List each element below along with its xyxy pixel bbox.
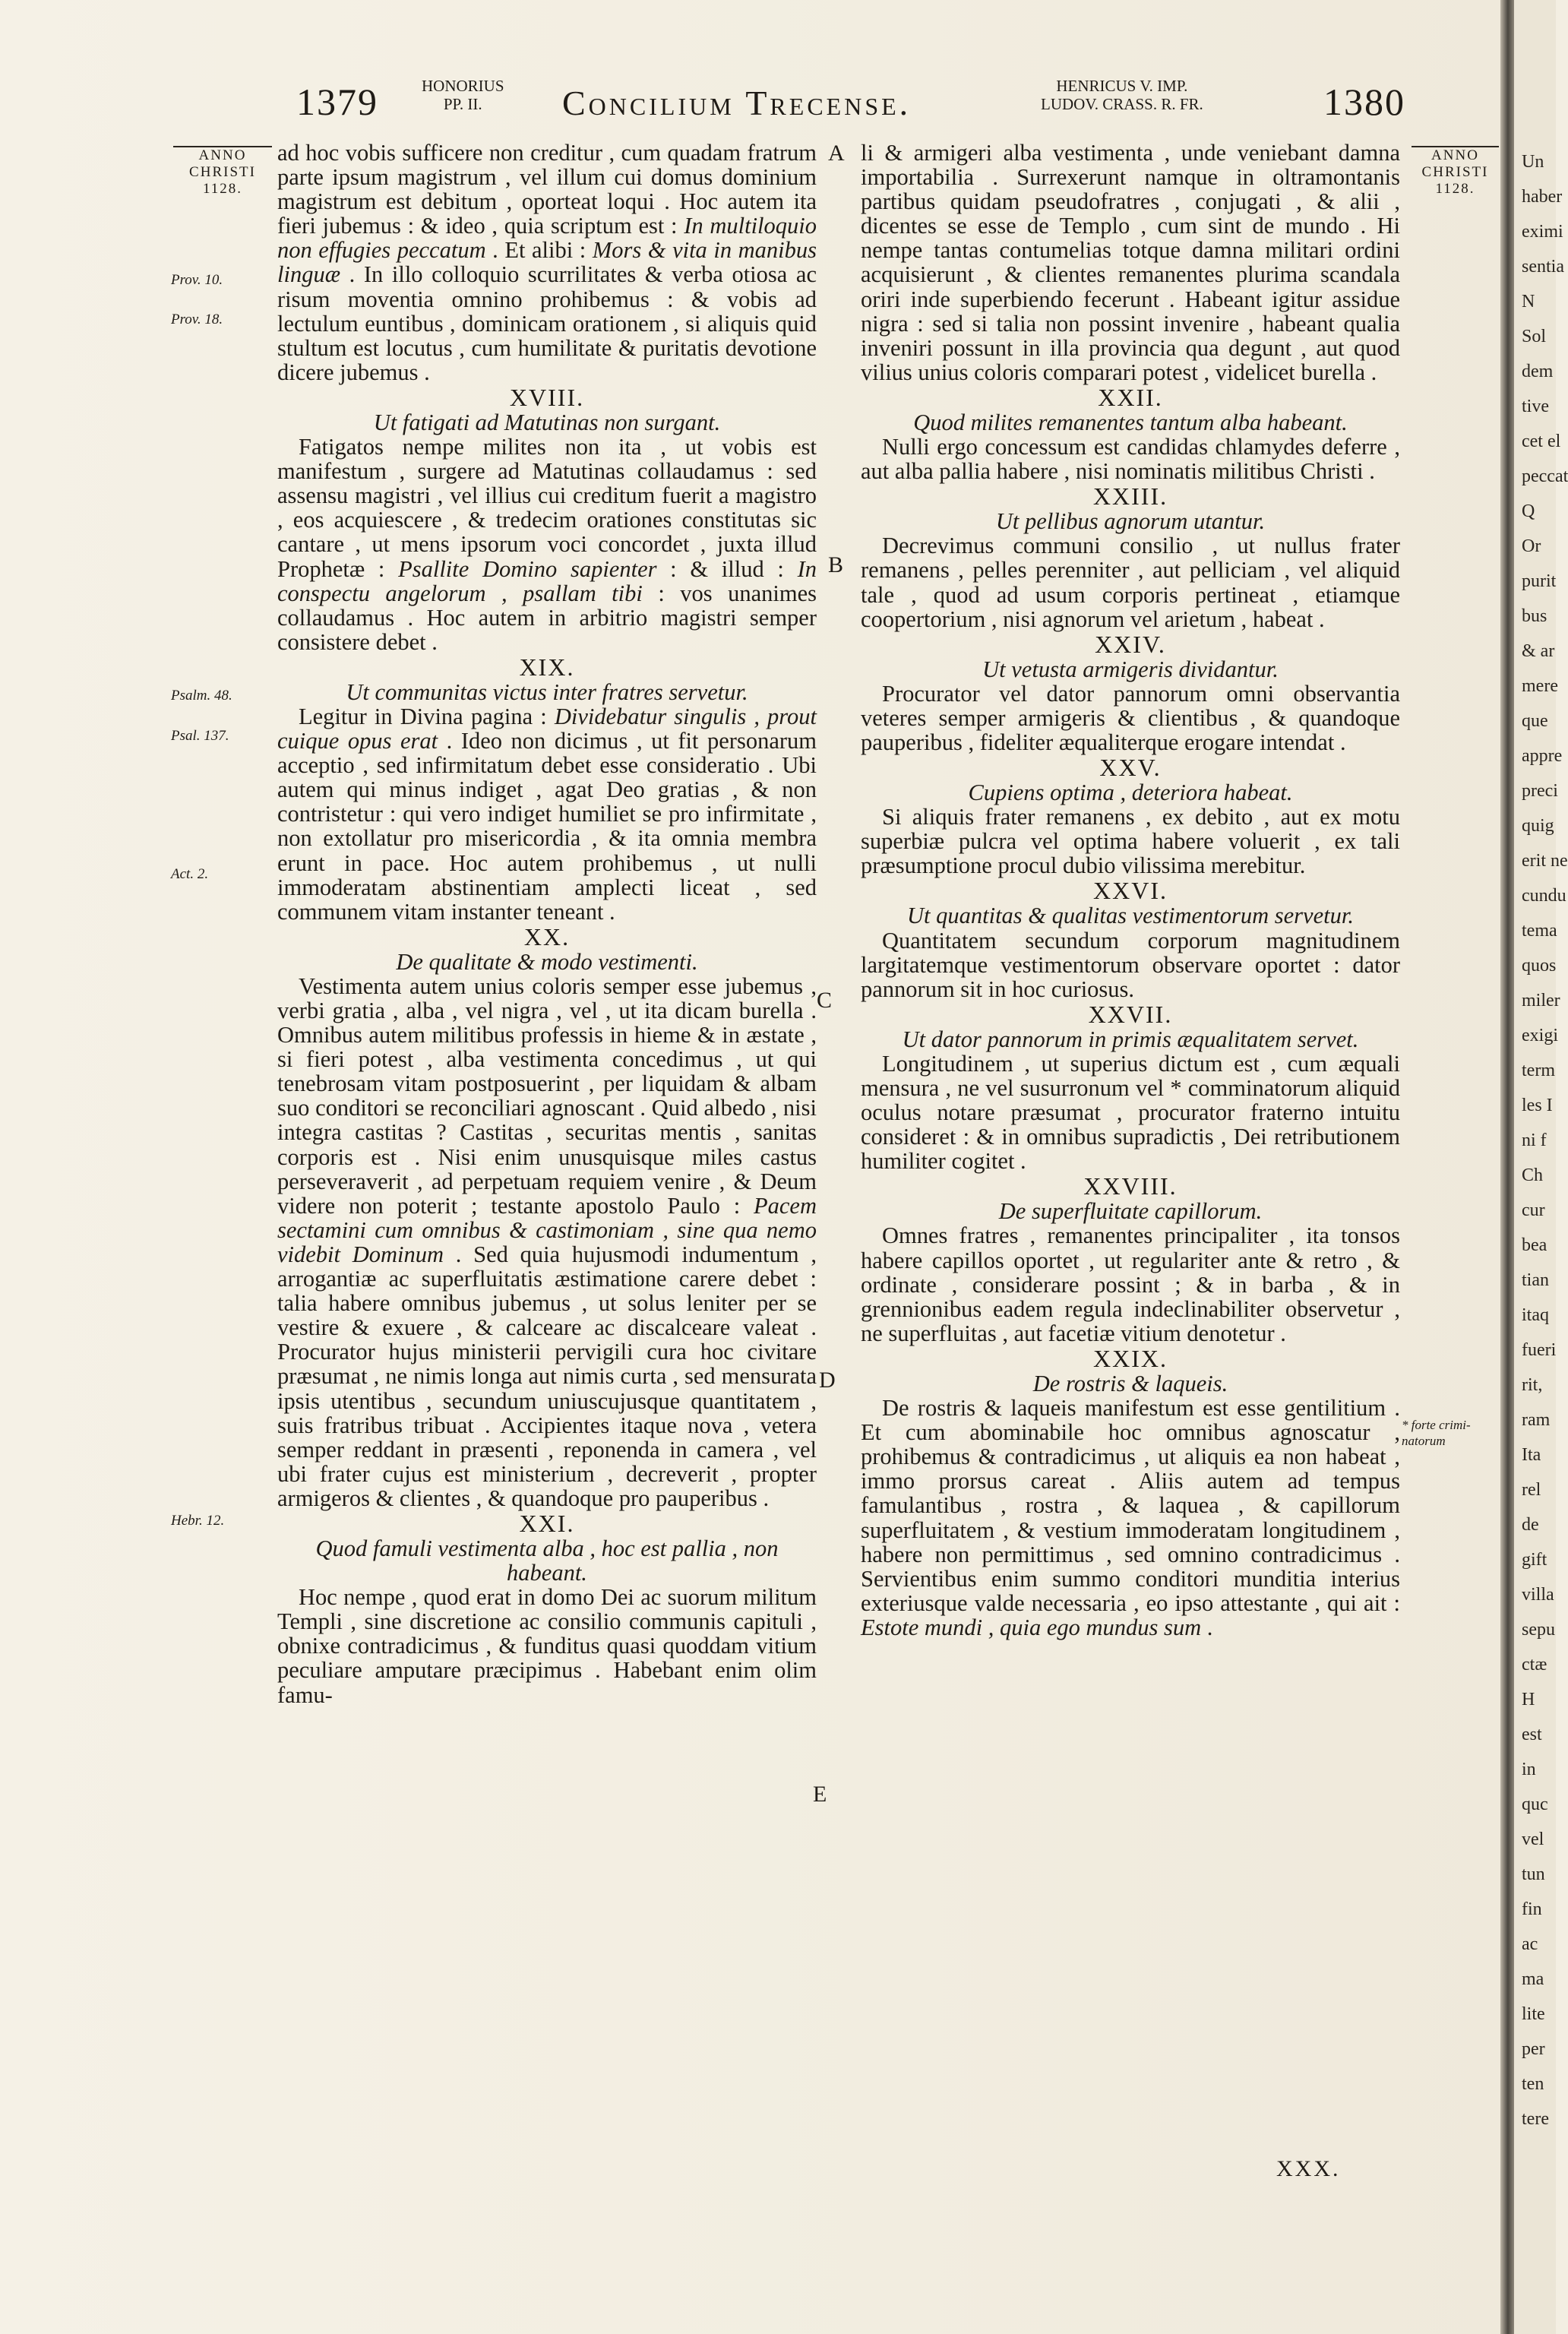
adjacent-page-fragment: ma xyxy=(1522,1969,1544,1989)
anno-year: 1128. xyxy=(1435,181,1475,197)
adjacent-page-fragment: appre xyxy=(1522,746,1563,766)
section-letter-d: D xyxy=(819,1368,836,1393)
chapter-number: XXV. xyxy=(1099,754,1162,782)
adjacent-page-fragment: tere xyxy=(1522,2109,1549,2129)
paragraph-text: Fatigatos nempe milites non ita , ut vobis est manifestum , surgere ad Matutinas collaudamus : sed assensu magistri , vel illius cui creditum fuerit a magistro , eos acquiescere , & tredecim orationes constitutas sic cantare , ut mens ipsorum voci concordet , juxta illud Prophetæ : Psallite Domino sapienter : & illud : In conspectu angelorum , psallam tibi : vos unanimes collaudamus . Hoc autem in arbitrio magistri semper consistere debet . xyxy=(277,434,817,655)
chapter-number: XXIV. xyxy=(1095,630,1166,658)
paragraph-text: Hoc nempe , quod erat in domo Dei ac suorum militum Templi , sine discretione ac consilio communis capituli , obnixe contradicimus , & funditus quasi quoddam vitium peculiare amputare præcipimus . Habebant enim olim famu- xyxy=(277,1584,817,1708)
adjacent-page-fragment: gift xyxy=(1522,1550,1547,1570)
page-number-left: 1379 xyxy=(296,81,378,123)
adjacent-page-fragment: quos xyxy=(1522,956,1557,976)
section-letter-a: A xyxy=(828,141,845,166)
christi-word: CHRISTI xyxy=(189,164,256,180)
adjacent-page-fragment: dem xyxy=(1522,362,1554,381)
adjacent-page-fragment: cet el xyxy=(1522,432,1561,451)
adjacent-page-fragment: fueri xyxy=(1522,1340,1557,1360)
adjacent-page-fragment: H xyxy=(1522,1690,1535,1709)
adjacent-page-fragment: fin xyxy=(1522,1899,1542,1919)
adjacent-page-fragment: ram xyxy=(1522,1410,1551,1430)
chapter-title: Quod famuli vestimenta alba , hoc est pallia , non habeant. xyxy=(315,1535,779,1586)
chapter-title: De qualitate & modo vestimenti. xyxy=(396,948,698,975)
header-title: Concilium Trecense. xyxy=(562,84,912,122)
catchword: XXX. xyxy=(1276,2156,1341,2181)
adjacent-page-fragment: Q xyxy=(1522,501,1535,521)
anno-christi-left xyxy=(173,146,272,198)
scripture-reference: Prov. 10. xyxy=(171,272,223,288)
adjacent-page-fragment: de xyxy=(1522,1515,1539,1535)
adjacent-page-fragment: rel xyxy=(1522,1480,1541,1500)
paragraph-text: Longitudinem , ut superius dictum est , cum æquali mensura , ne vel susurronum vel * comminatorum aliquid oculus notare præsumat , procurator fraterno intuitu consideret : & in omnibus supradictis , Dei retributionem humiliter cogitet . xyxy=(861,1050,1400,1175)
adjacent-page-fragment: term xyxy=(1522,1061,1555,1080)
adjacent-page-fragment: eximi xyxy=(1522,222,1563,242)
chapter-number: XXVI. xyxy=(1093,877,1168,905)
adjacent-page-fragment: Ch xyxy=(1522,1165,1544,1185)
running-header xyxy=(289,72,1413,133)
adjacent-page-fragment: bus xyxy=(1522,606,1547,626)
adjacent-page-fragment: preci xyxy=(1522,781,1558,801)
anno-word: ANNO xyxy=(1431,147,1479,163)
adjacent-page-fragment: exigi xyxy=(1522,1026,1558,1045)
adjacent-page-fragment: cur xyxy=(1522,1200,1545,1220)
chapter-number: XXI. xyxy=(519,1509,575,1537)
adjacent-page-fragment: itaq xyxy=(1522,1305,1549,1325)
adjacent-page-fragment: purit xyxy=(1522,571,1557,591)
adjacent-page-fragment: rit, xyxy=(1522,1375,1543,1395)
adjacent-page-fragment: sepu xyxy=(1522,1620,1555,1640)
anno-word: ANNO xyxy=(198,147,247,163)
chapter-title: Ut communitas victus inter fratres servetur. xyxy=(346,678,748,705)
adjacent-page-fragment: Or xyxy=(1522,536,1541,556)
page-number-right: 1380 xyxy=(1323,81,1405,123)
chapter-title: Quod milites remanentes tantum alba habeant. xyxy=(913,409,1348,435)
paragraph-text: Quantitatem secundum corporum magnitudinem largitatemque vestimentorum observare oportet : dator pannorum sit in hoc curiosus. xyxy=(861,927,1400,1002)
adjacent-page-fragment: vel xyxy=(1522,1830,1544,1849)
scripture-reference: Act. 2. xyxy=(171,866,209,882)
adjacent-page-fragment: Ita xyxy=(1522,1445,1541,1465)
paragraph-text: li & armigeri alba vestimenta , unde veniebant damna importabilia . Surrexerunt namque in oltramontanis partibus quidam pseudofratres , conjugati , & alii , dicentes se esse de Templo , cum sint de mundo . Hi nempe tantas contumelias totque damna militari ordini acquisierunt , & clientes remanentes plurima scandala oriri inde superbiendo fecerunt . Habeant igitur assidue nigra : sed si talia non possint invenire , habeant qualia inveniri possunt in illa provincia qua degunt , aut quod vilius unius coloris comparari potest , videlicet burella . xyxy=(861,140,1400,385)
adjacent-page-fragment: ac xyxy=(1522,1934,1538,1954)
paragraph-text: Legitur in Divina pagina : Dividebatur singulis , prout cuique opus erat . Ideo non dicimus , ut fit personarum acceptio , sed infirmitatum debet esse consideratio . Ubi autem qui minus indiget , agat Deo gratias , & non contristetur : qui vero indiget humiliet se pro infirmitate , non extollatur pro misericordia , & ita omnia membra erunt in pace. Hoc autem prohibemus , ut nulli immoderatam abstinentiam amplecti liceat , sed communem vitam instanter teneant . xyxy=(277,703,817,925)
chapter-number: XXVIII. xyxy=(1083,1172,1178,1200)
adjacent-page-fragment: quig xyxy=(1522,816,1554,836)
paragraph-text: Decrevimus communi consilio , ut nullus frater remanens , pelles perenniter , aut pelliciam , vel aliquid tale , quod ad usum corporis pertineat , etiamque coopertorium , nisi agnorum vel arietum , habeat . xyxy=(861,533,1400,632)
chapter-number: XXVII. xyxy=(1088,1000,1173,1028)
adjacent-page-fragment: sentia xyxy=(1522,257,1564,277)
adjacent-page-fragment: Un xyxy=(1522,152,1544,172)
adjacent-page-fragment: peccat xyxy=(1522,466,1568,486)
book-gutter xyxy=(1500,0,1514,2334)
chapter-title: Ut dator pannorum in primis æqualitatem servet. xyxy=(902,1026,1359,1052)
paragraph-text: Omnes fratres , remanentes principaliter , ita tonsos habere capillos oportet , ut regulariter ante & retro , & ordinate , considerare possint ; & in barba , & in grennionibus eadem regula indeclinabiliter observetur , ne superfluitas , aut facetiæ vitium denotetur . xyxy=(861,1222,1400,1346)
adjacent-page-edge xyxy=(1514,0,1568,2334)
scripture-reference: Psal. 137. xyxy=(171,728,229,744)
chapter-title: Ut fatigati ad Matutinas non surgant. xyxy=(373,409,721,435)
adjacent-page-fragment: cundu xyxy=(1522,886,1566,906)
header-pope: HONORIUS PP. II. xyxy=(422,77,504,113)
adjacent-page-fragment: ni f xyxy=(1522,1131,1547,1150)
section-letter-b: B xyxy=(828,552,844,577)
adjacent-page-fragment: les I xyxy=(1522,1096,1553,1115)
marginal-footnote: * forte crimi- natorum xyxy=(1402,1418,1471,1448)
adjacent-page-fragment: villa xyxy=(1522,1585,1554,1605)
adjacent-page-fragment: erit ne xyxy=(1522,851,1568,871)
adjacent-page-fragment: Sol xyxy=(1522,327,1547,346)
adjacent-page-fragment: N xyxy=(1522,292,1535,312)
paragraph-text: De rostris & laqueis manifestum est esse gentilitium . Et cum abominabile hoc omnibus agnoscatur , prohibemus & contradicimus , ut aliquis ea non habeat , immo prorsus careat . Aliis autem ad tempus famulantibus , rostra , & laquea , & capillorum superfluitatem , & vestium immoderatam longitudinem , habere non permittimus , sed omnino contradicimus . Servientibus enim summo conditori munditia interius exteriusque valde necessaria , eo ipso attestante , qui ait : Estote mundi , quia ego mundus sum . xyxy=(861,1395,1400,1640)
chapter-number: XXIX. xyxy=(1093,1344,1168,1372)
anno-christi-right xyxy=(1412,146,1499,198)
anno-year: 1128. xyxy=(202,181,243,197)
section-letter-c: C xyxy=(817,988,833,1013)
adjacent-page-fragment: in xyxy=(1522,1760,1536,1779)
adjacent-page-fragment: ten xyxy=(1522,2074,1544,2094)
chapter-title: De rostris & laqueis. xyxy=(1032,1370,1228,1396)
chapter-number: XXII. xyxy=(1098,383,1163,411)
adjacent-page-fragment: quc xyxy=(1522,1795,1548,1814)
chapter-title: Ut quantitas & qualitas vestimentorum servetur. xyxy=(907,903,1354,929)
chapter-number: XIX. xyxy=(519,653,575,681)
adjacent-page-fragment: bea xyxy=(1522,1235,1547,1255)
section-letter-e: E xyxy=(813,1782,827,1807)
adjacent-page-fragment: haber xyxy=(1522,187,1563,207)
header-emperor: HENRICUS V. IMP. LUDOV. CRASS. R. FR. xyxy=(1041,77,1203,113)
chapter-number: XVIII. xyxy=(509,383,585,411)
adjacent-page-fragment: ctæ xyxy=(1522,1655,1547,1675)
adjacent-page-fragment: per xyxy=(1522,2039,1545,2059)
adjacent-page-fragment: tun xyxy=(1522,1864,1545,1884)
chapter-title: De superfluitate capillorum. xyxy=(998,1198,1263,1225)
chapter-number: XXIII. xyxy=(1092,482,1168,511)
adjacent-page-fragment: lite xyxy=(1522,2004,1545,2024)
chapter-number: XX. xyxy=(523,922,571,950)
adjacent-page-fragment: & ar xyxy=(1522,641,1555,661)
adjacent-page-fragment: tive xyxy=(1522,397,1549,416)
adjacent-page-fragment: que xyxy=(1522,711,1548,731)
paragraph-text: Procurator vel dator pannorum omni observantia veteres semper armigeris & clientibus , & quandoque pauperibus , fideliter æqualiterque erogare intendat . xyxy=(861,680,1400,755)
left-column xyxy=(277,141,817,1707)
adjacent-page-fragment: mere xyxy=(1522,676,1558,696)
adjacent-page-fragment: tian xyxy=(1522,1270,1549,1290)
paragraph-text: Si aliquis frater remanens , ex debito , aut ex motu superbiæ pulcra vel optima habere voluerit , ex tali præsumptione procul dubio vilissima merebitur. xyxy=(861,804,1400,879)
adjacent-page-fragment: est xyxy=(1522,1725,1542,1744)
paragraph-text: Vestimenta autem unius coloris semper esse jubemus , verbi gratia , alba , vel nigra , vel , ut ita dicam burella . Omnibus autem militibus professis in hieme & in æstate , si fieri potest , alba vestimenta concedimus , ut qui tenebrosam vitam postposuerint , per liquidam & albam suo conditori se reconciliari agnoscant . Quid albedo , nisi integra castitas ? Castitas , securitas mentis , sanitas corporis est . Nisi enim unusquisque miles castus perseveraverit , ad perpetuam requiem venire , & Deum videre non poterit ; testante apostolo Paulo : Pacem sectamini cum omnibus & castimoniam , sine qua nemo videbit Dominum . Sed quia hujusmodi indumentum , arrogantiæ ac superfluitatis æstimatione carere debet : talia habere omnibus jubemus , ut solus leniter per se vestire & exuere , & calceare ac discalceare valeat . Procurator hujus ministerii pervigili cura hoc civitare præsumat , ne nimis longa aut nimis curta , sed mensurata ipsis utentibus , secundum uniuscujusque quantitatem , suis fratribus tribuat . Accipientes itaque nova , vetera semper reddant in præsenti , reponenda in camera , vel ubi frater cujus est ministerium , decreverit , propter armigeros & clientes , & quandoque pro pauperibus . xyxy=(277,972,817,1511)
scripture-reference: Prov. 18. xyxy=(171,312,223,327)
christi-word: CHRISTI xyxy=(1421,164,1489,180)
chapter-title: Ut vetusta armigeris dividantur. xyxy=(982,656,1279,682)
paragraph-text: Nulli ergo concessum est candidas chlamydes deferre , aut alba pallia habere , nisi nominatis militibus Christi . xyxy=(861,434,1400,485)
right-column xyxy=(861,141,1400,1640)
scripture-reference: Hebr. 12. xyxy=(171,1513,225,1529)
chapter-title: Cupiens optima , deteriora habeat. xyxy=(968,780,1293,806)
adjacent-page-fragment: miler xyxy=(1522,991,1560,1010)
adjacent-page-fragment: tema xyxy=(1522,921,1557,941)
chapter-title: Ut pellibus agnorum utantur. xyxy=(995,508,1266,535)
paragraph-text: ad hoc vobis sufficere non creditur , cum quadam fratrum parte ipsum magistrum , vel illum cui domus dominium magistrum est debitum , oporteat loqui . Hoc autem ita fieri jubemus : & ideo , quia scriptum est : In multiloquio non effugies peccatum . Et alibi : Mors & vita in manibus linguæ . In illo colloquio scurrilitates & verba otiosa ac risum moventia omnino prohibemus : & vobis ad lectulum euntibus , dominicam orationem , si aliquis quid stultum est locutus , cum humilitate & puritatis devotione dicere jubemus . xyxy=(277,140,817,385)
scripture-reference: Psalm. 48. xyxy=(171,688,232,704)
